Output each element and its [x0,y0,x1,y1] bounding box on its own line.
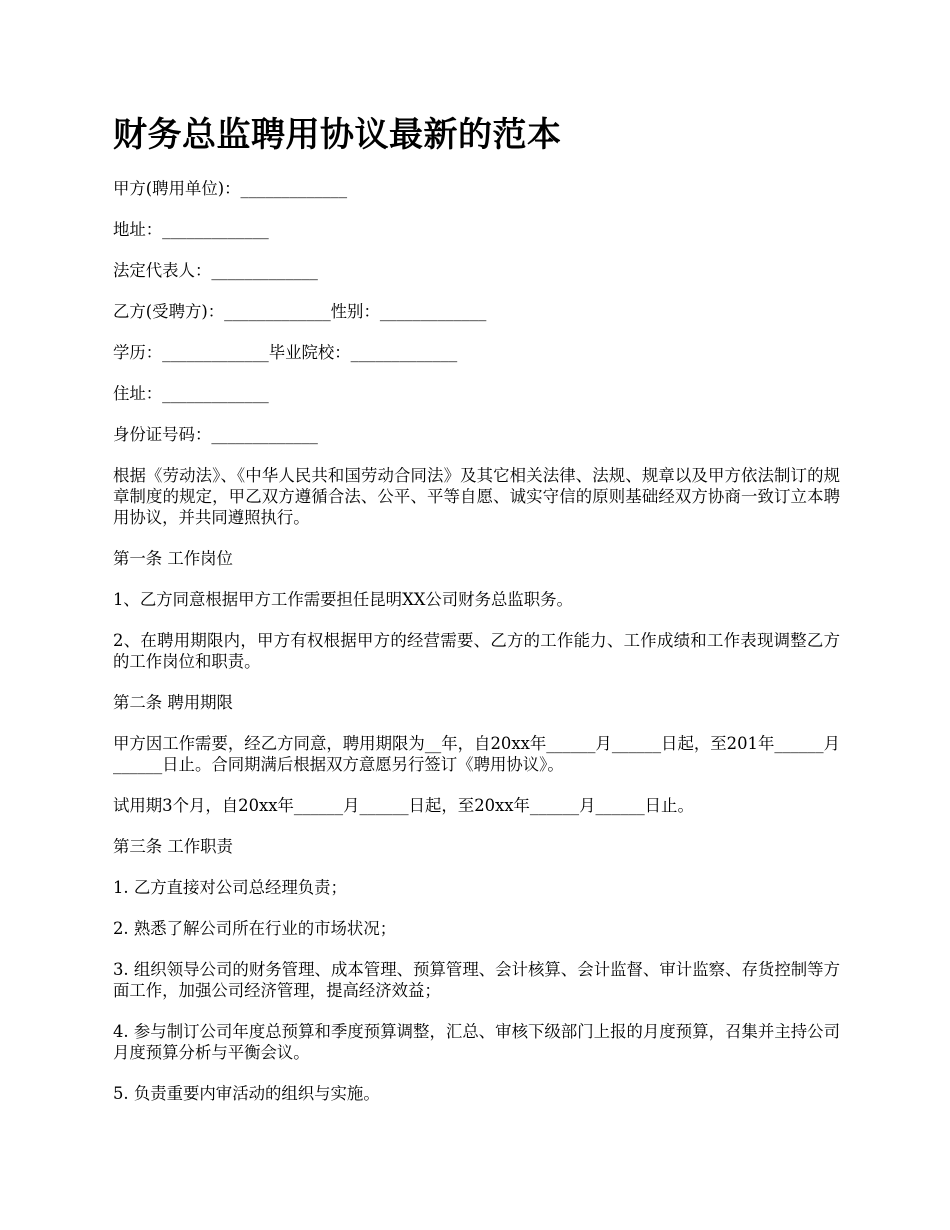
article-3-item-3: 3. 组织领导公司的财务管理、成本管理、预算管理、会计核算、会计监督、审计监察、存货控制等方面工作，加强公司经济管理，提高经济效益； [113,960,840,1000]
residence-line: 住址：_____________ [113,384,269,403]
party-b-gender-line: 乙方(受聘方)：_____________性别：_____________ [113,302,487,321]
article-2-heading: 第二条 聘用期限 [113,693,233,712]
article-1-heading: 第一条 工作岗位 [113,549,233,568]
party-a-line: 甲方(聘用单位)：_____________ [113,179,348,198]
article-3-heading: 第三条 工作职责 [113,837,233,856]
id-number-line: 身份证号码：_____________ [113,425,318,444]
article-3-item-5: 5. 负责重要内审活动的组织与实施。 [113,1084,380,1103]
article-1-item-1: 1、乙方同意根据甲方工作需要担任昆明XX公司财务总监职务。 [113,590,573,609]
address-line: 地址：_____________ [113,220,269,239]
article-2-probation-paragraph: 试用期3个月，自20xx年______月______日起，至20xx年______月______日止。 [113,796,694,815]
preamble-paragraph: 根据《劳动法》、《中华人民共和国劳动合同法》及其它相关法律、法规、规章以及甲方依法制订的规章制度的规定，甲乙双方遵循合法、公平、平等自愿、诚实守信的原则基础经双方协商一致订立本聘用协议，并共同遵照执行。 [113,466,840,527]
article-3-item-4: 4. 参与制订公司年度总预算和季度预算调整，汇总、审核下级部门上报的月度预算，召集并主持公司月度预算分析与平衡会议。 [113,1022,840,1062]
legal-representative-line: 法定代表人：_____________ [113,261,318,280]
education-school-line: 学历：_____________毕业院校：_____________ [113,343,458,362]
document-title: 财务总监聘用协议最新的范本 [113,115,562,155]
article-3-item-2: 2. 熟悉了解公司所在行业的市场状况； [113,919,397,938]
document-page [113,112,840,1124]
article-1-item-2: 2、在聘用期限内，甲方有权根据甲方的经营需要、乙方的工作能力、工作成绩和工作表现调整乙方的工作岗位和职责。 [113,631,840,671]
article-3-item-1: 1. 乙方直接对公司总经理负责； [113,878,347,897]
article-2-term-paragraph: 甲方因工作需要，经乙方同意，聘用期限为__年，自20xx年______月______日起，至201年______月______日止。合同期满后根据双方意愿另行签订《聘用协议》。 [113,734,840,774]
